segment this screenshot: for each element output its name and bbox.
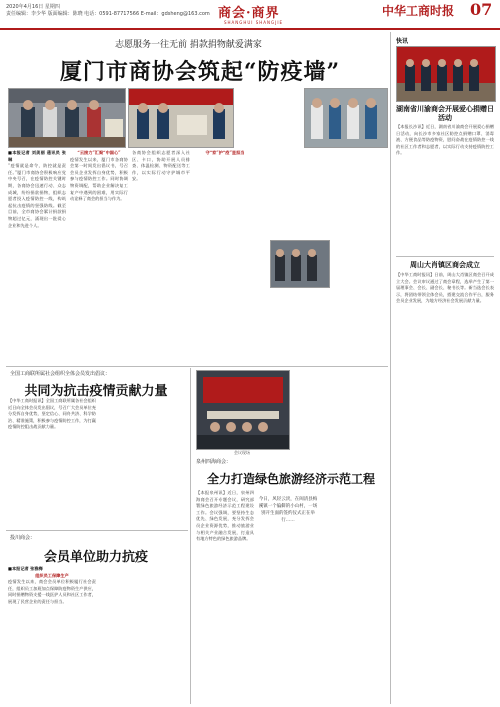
lead-photo-2 — [128, 88, 234, 148]
units-col-1 — [8, 566, 96, 704]
lead-subhead-1: “云接力”汇聚“中国心” — [77, 150, 121, 155]
sidebar-body-2: 【中华工商时报讯】日前，周山大肖镇区商会召开成立大会。会议审议通过了商会章程，选举产生了第一届理事会、会长、副会长、秘书长等。新当选会长表示，将团结带领全体会员，搭建交流合作平台，服务会员企业发展，为地方经济社会发展贡献力量。 — [396, 272, 494, 304]
federation-col-2 — [100, 398, 186, 526]
issue-date: 2020年4月16日 星期四 — [6, 4, 60, 10]
demo-body: 【本报泉州讯】近日，泉州四海商会召开专题会议，研究部署绿色旅游经济示范工程建设工作。会议强调，要坚持生态优先、绿色发展，充分发挥会员企业资源优势，推动旅游业与相关产业融合发展，打造具有地方特色的绿色旅游品牌。 — [196, 490, 254, 542]
federation-body: 【中华工商时报讯】全国工商联所属各社会组织近日向全体会员发出倡议，号召广大会员单位充分发挥自身优势，坚定信心、同舟共济、科学防治、精准施策，积极参与疫情防控工作，为打赢疫情防控阻击战贡献力量。 — [8, 398, 96, 430]
demo-col-1 — [196, 490, 254, 704]
lead-col-4 — [196, 150, 254, 362]
federation-kicker: 全国工商联所属社会组织全体会员发出倡议： — [10, 371, 111, 377]
header-meta — [6, 4, 210, 18]
sidebar-rule — [396, 256, 494, 257]
lead-photo-1 — [8, 88, 126, 148]
demo-photo-caption: 会议现场 — [234, 450, 250, 455]
editor-line: 责任编辑：李少华 版面编辑：陈晓 电话：0591-87717566 E-mail：gdsheng@163.com — [6, 11, 210, 17]
lead-byline: ■本报记者 刘美丽 通讯员 张琳 — [8, 150, 66, 162]
lead-col-1 — [8, 150, 66, 362]
units-headline: 会员单位助力抗疫 — [43, 550, 148, 565]
lead-photo-3 — [304, 88, 388, 148]
units-body: 疫情发生以来，商会会员单位积极履行社会责任，组织员工加班加点保障防疫物资生产供应，同时捐赠物资支援一线医护人员和社区工作者，展现了民营企业的责任与担当。 — [8, 579, 96, 604]
section-pinyin: SHANGHUI SHANGJIE — [224, 20, 284, 25]
demo-col-3 — [324, 490, 386, 704]
photo-volunteers-image — [305, 89, 387, 147]
photo-conference-image — [197, 371, 289, 449]
sidebar-body-2-col — [396, 272, 494, 702]
photo-meeting-image — [271, 241, 329, 287]
masthead: 中华工商时报 — [382, 4, 455, 18]
sidebar-body-1-col — [396, 124, 494, 256]
federation-headline: 共同为抗击疫情贡献力量 — [24, 384, 168, 399]
lead-bottom-rule — [6, 366, 388, 367]
header-rule — [0, 28, 500, 30]
demo-photo — [196, 370, 290, 450]
photo-donation-image — [129, 89, 233, 147]
sidebar-headline-1: 湖南省川渝商会开展爱心捐赠日活动 — [396, 104, 494, 122]
demo-headline: 全力打造绿色旅游经济示范工程 — [206, 472, 375, 486]
sidebar-photo — [396, 46, 496, 102]
lead-col-6 — [324, 150, 386, 362]
demo-pullquote: 今日，风轻云淡，在闽清县梅溪镇一个偏僻的小山村，一场别开生面的签约仪式正在举行…… — [258, 497, 318, 523]
section-name: 商会·商界 — [218, 6, 280, 21]
lead-col-2 — [70, 150, 128, 362]
middle-divider — [190, 368, 191, 704]
units-kicker: 投川商会： — [10, 535, 36, 541]
lead-subhead-2: 守“家”护“疫”显担当 — [205, 150, 245, 155]
photo-donation-ceremony-image — [397, 47, 495, 101]
federation-bottom-rule — [6, 530, 188, 531]
lead-headline: 厦门市商协会筑起“防疫墙” — [59, 59, 341, 85]
page-number: 07 — [470, 0, 493, 19]
sidebar-section: 快讯 — [396, 38, 409, 45]
lead-kicker: 志愿服务一往无前 捐款捐物献爱满家 — [115, 40, 262, 50]
units-subhead: 组织员工保障生产 — [35, 572, 69, 578]
lead-body-2: 疫情发生以来，厦门市各商协会第一时间发出倡议书，号召会员企业发挥自身优势，积极参与疫情防控工作。同时协调物资调配，帮助企业解决复工复产中遇到的困难，用实际行动诠释了商会的担当与作为。 — [70, 156, 128, 202]
units-byline: ■本报记者 张雅梅 — [8, 566, 43, 571]
sidebar-headline-2: 周山大肖镇区商会成立 — [410, 260, 480, 269]
photo-group-image — [9, 89, 125, 147]
sidebar-body-1: 【本报长沙讯】近日，湖南省川渝商会开展爱心捐赠日活动，向长沙市多家社区防控点捐赠口罩、消毒液、方便食品等防疫物资，慰问奋战在疫情防控一线的社区工作者和志愿者，以实际行动支持疫情防控工作。 — [396, 124, 494, 156]
lead-col-3 — [132, 150, 190, 362]
lead-photo-4 — [270, 240, 330, 288]
lead-body: “疫情就是命令，防控就是责任。”厦门市商协会积极响应党中央号召，在疫情防控关键时期，各商协会迅速行动、众志成城，纷纷捐款捐物，组织志愿者投入疫情防控一线，构筑起抗击疫情的坚强防线。截至目前，全市商协会累计捐款捐物超过亿元，涌现出一批爱心企业和先进个人。 — [8, 163, 66, 228]
sidebar-divider — [390, 32, 391, 704]
lead-body-3: 各商协会组织志愿者深入社区、卡口，协助开展人员排查、体温检测、物资配送等工作，以实际行动守护城市平安。 — [132, 150, 190, 182]
demo-kicker: 泉州四海商会： — [196, 459, 232, 465]
federation-col-1 — [8, 398, 96, 526]
units-col-2 — [100, 566, 186, 704]
